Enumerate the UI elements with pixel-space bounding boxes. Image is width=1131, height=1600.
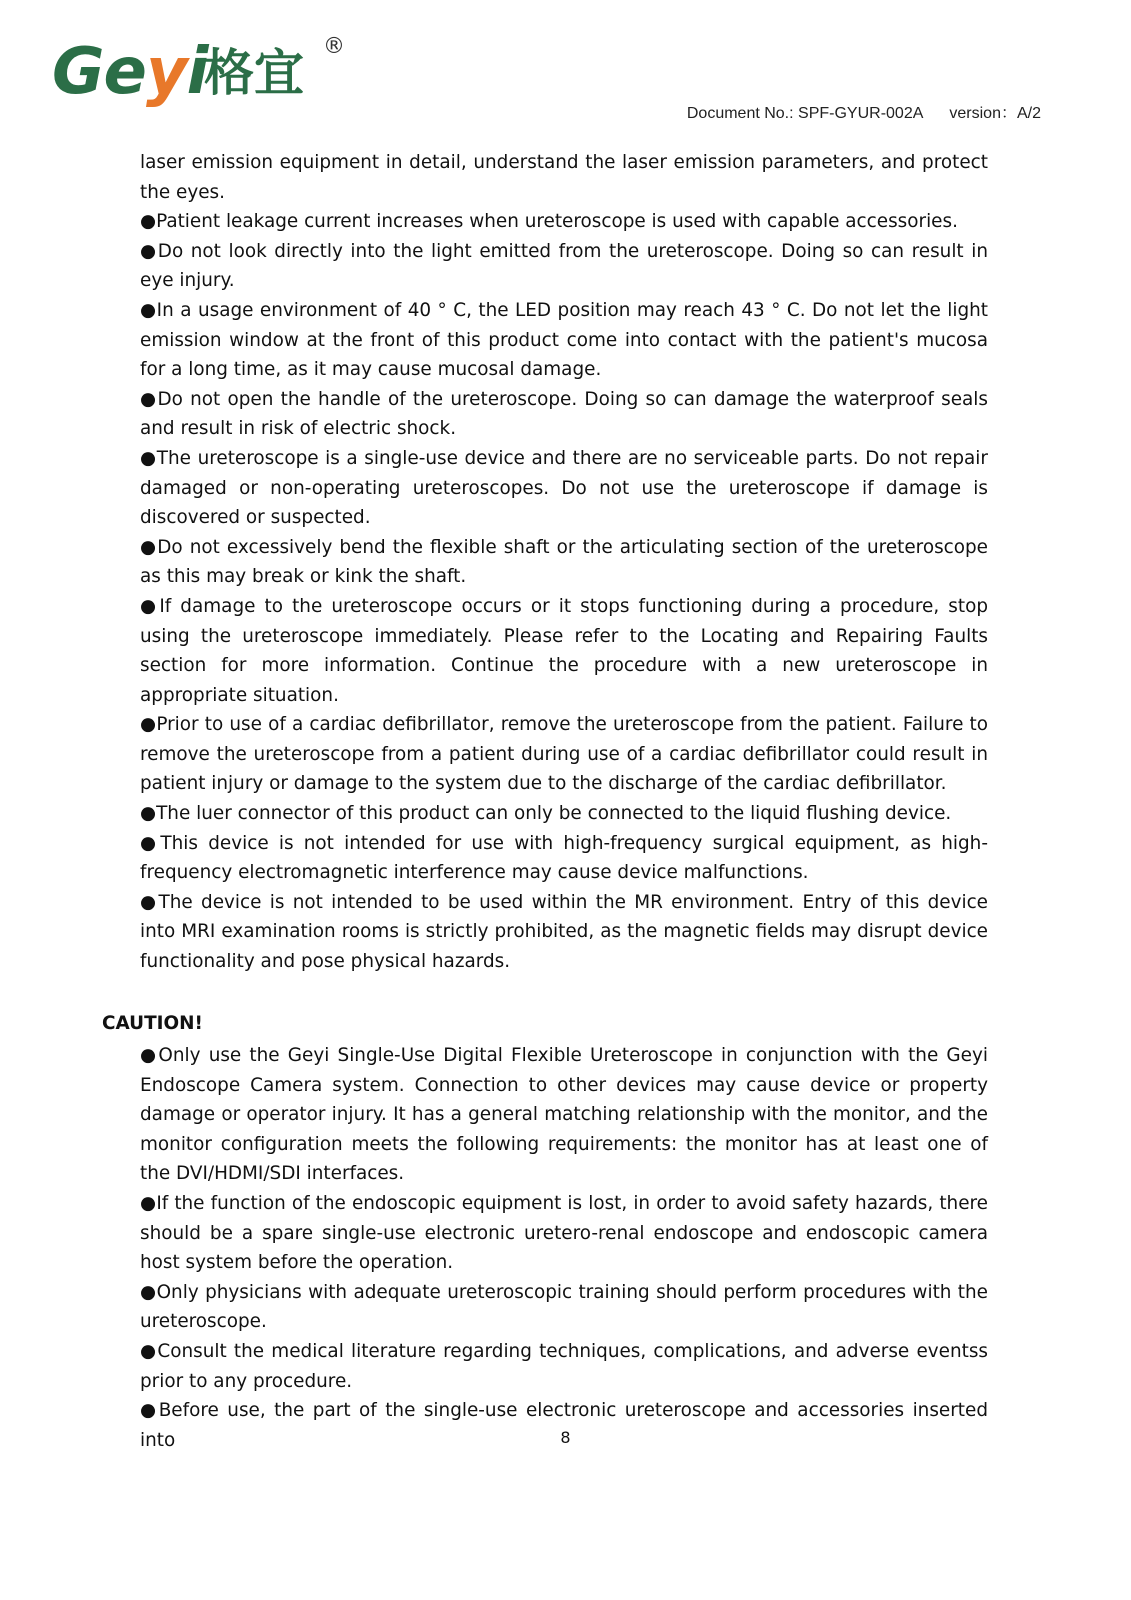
caution-item: ● Only physicians with adequate ureteroscopic training should perform procedures with the ureteroscope. <box>140 1278 988 1337</box>
warning-item: ● The ureteroscope is a single-use device and there are no serviceable parts. Do not repair damaged or non-operating ureteroscopes. Do not use the ureteroscope if damage is discovered or suspected. <box>140 444 988 533</box>
warning-item: ● If damage to the ureteroscope occurs or it stops functioning during a procedure, stop using the ureteroscope immediately. Please refer to the Locating and Repairing Faults section for more information. Continue the procedure with a new ureteroscope in appropriate situation. <box>140 592 988 710</box>
warning-item: ● Do not excessively bend the flexible shaft or the articulating section of the ureteroscope as this may break or kink the shaft. <box>140 533 988 592</box>
document-number: Document No.: SPF-GYUR-002A <box>686 105 924 122</box>
warning-item: ● Patient leakage current increases when ureteroscope is used with capable accessories. <box>140 207 988 237</box>
company-logo <box>52 36 352 122</box>
warning-item: ● The luer connector of this product can only be connected to the liquid flushing device. <box>140 799 988 829</box>
page-number: 8 <box>560 1428 571 1447</box>
warning-continuation: laser emission equipment in detail, understand the laser emission parameters, and protect the eyes. <box>140 152 988 203</box>
caution-item: ● Before use, the part of the single-use electronic ureteroscope and accessories inserted into <box>140 1396 988 1455</box>
logo-latin-text: Geyi <box>52 35 208 109</box>
warning-item: ● Prior to use of a cardiac defibrillator, remove the ureteroscope from the patient. Failure to remove the ureteroscope from a patient during use of a cardiac defibrillator could result in patient injury or damage to the system due to the discharge of the cardiac defibrillator. <box>140 710 988 799</box>
warning-item: ● Do not look directly into the light emitted from the ureteroscope. Doing so can result in eye injury. <box>140 237 988 296</box>
caution-item: ● Only use the Geyi Single-Use Digital Flexible Ureteroscope in conjunction with the Geyi Endoscope Camera system. Connection to other devices may cause device or property damage or operator injury. It has a general matching relationship with the monitor, and the monitor configuration meets the following requirements: the monitor has at least one of the DVI/HDMI/SDI interfaces. <box>140 1041 988 1189</box>
logo-chinese-text: 格宜 <box>204 44 304 102</box>
warning-item: ● This device is not intended for use with high-frequency surgical equipment, as high-frequency electromagnetic interference may cause device malfunctions. <box>140 829 988 888</box>
document-version: version：A/2 <box>949 105 1041 122</box>
caution-item: ● Consult the medical literature regarding techniques, complications, and adverse eventss prior to any procedure. <box>140 1337 988 1396</box>
logo-wordmark <box>52 35 208 109</box>
document-info <box>687 100 1041 123</box>
caution-item: ● If the function of the endoscopic equipment is lost, in order to avoid safety hazards, there should be a spare single-use electronic uretero-renal endoscope and endoscopic camera host system before the operation. <box>140 1189 988 1278</box>
warning-item: ● Do not open the handle of the ureteroscope. Doing so can damage the waterproof seals and result in risk of electric shock. <box>140 385 988 444</box>
warning-item: ● The device is not intended to be used within the MR environment. Entry of this device into MRI examination rooms is strictly prohibited, as the magnetic fields may disrupt device functionality and pose physical hazards. <box>140 888 988 977</box>
warnings-section <box>140 148 988 977</box>
caution-section <box>140 1041 988 1455</box>
caution-heading: CAUTION! <box>102 1013 203 1034</box>
warning-item: ● In a usage environment of 40 ° C, the LED position may reach 43 ° C. Do not let the light emission window at the front of this product come into contact with the patient's mucosa for a long time, as it may cause mucosal damage. <box>140 296 988 385</box>
logo-accent-letter: y <box>145 35 187 109</box>
registered-mark: ® <box>323 34 345 59</box>
